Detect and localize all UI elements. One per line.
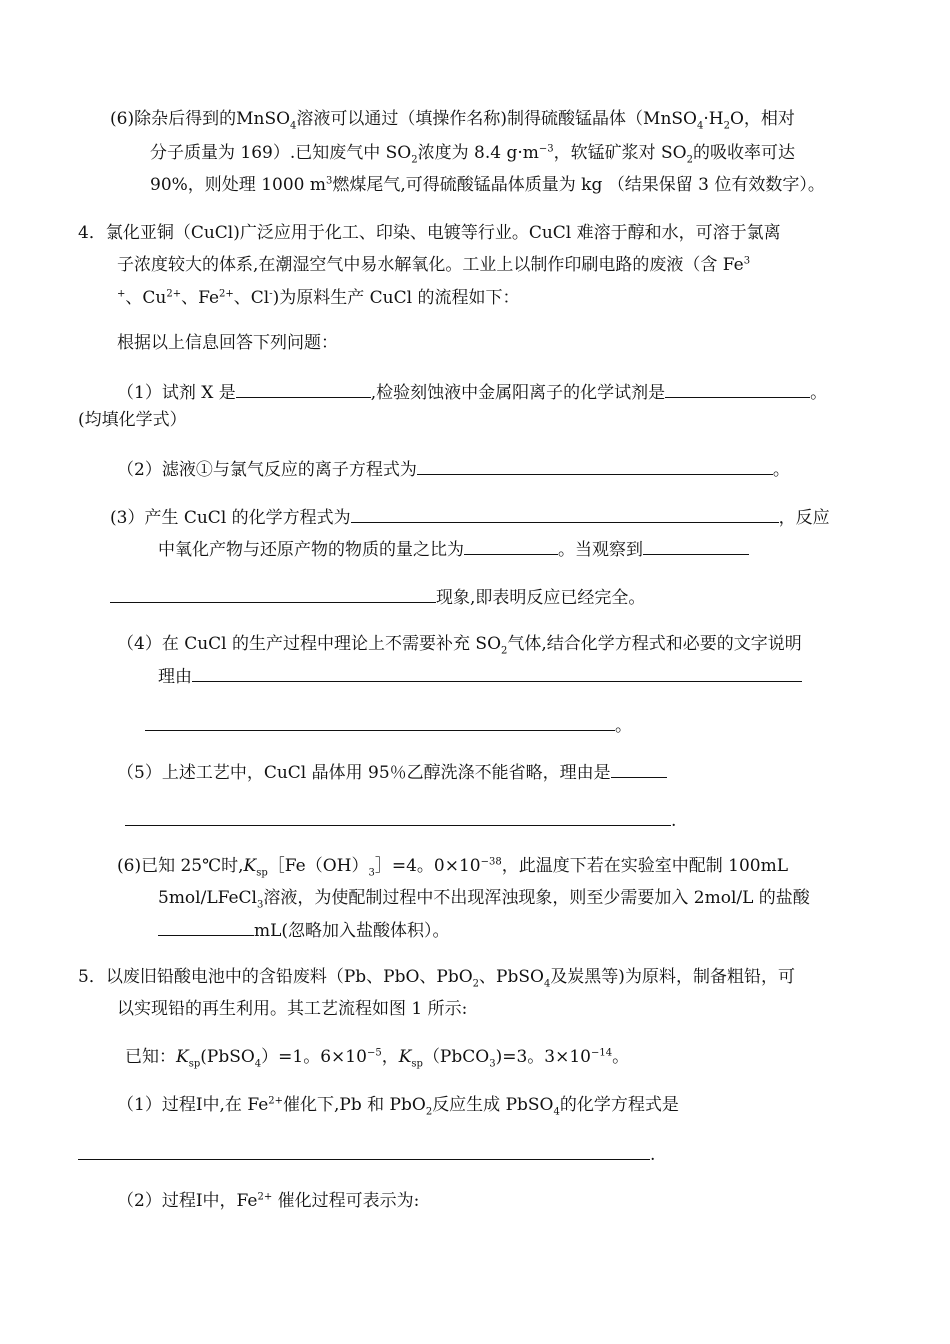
q5-part1-answer: . <box>78 1141 655 1165</box>
answer-blank-reagent-x[interactable] <box>236 379 371 398</box>
q3-part6-line1: (6)除杂后得到的MnSO$_4$溶液可以通过（填操作名称)制得硫酸锰晶体（$MnSO_4\cdot H_2O$，相对 <box>110 109 795 132</box>
answer-blank-hcl-volume[interactable] <box>158 917 254 936</box>
q4-part3-line1: (3）产生 CuCl 的化学方程式为 ，反应 <box>110 504 830 528</box>
answer-blank-ratio[interactable] <box>464 536 558 555</box>
q4-part5-line1: （5）上述工艺中，CuCl 晶体用 95％乙醇洗涤不能省略，理由是 <box>117 759 667 783</box>
q4-basis: 根据以上信息回答下列问题： <box>117 333 338 353</box>
answer-blank-reason-line1[interactable] <box>192 663 802 682</box>
q4-part4-line3: 。 <box>145 712 632 736</box>
q5-part1: （1）过程Ⅰ中,在 $Fe^{2+}$催化下,Pb 和 PbO$_2$反应生成 PbSO$_4$的化学方程式是 <box>117 1095 679 1118</box>
answer-blank-observation[interactable] <box>110 584 436 603</box>
q4-part1: （1）试剂 X 是 ,检验刻蚀液中金属阳离子的化学试剂是 。 <box>117 379 827 403</box>
answer-blank-reason-line2[interactable] <box>145 712 615 731</box>
q4-part6-line3: mL(忽略加入盐酸体积）。 <box>158 917 450 941</box>
q4-part3-line2: 中氧化产物与还原产物的物质的量之比为 。当观察到 <box>158 536 749 560</box>
q5-part2: （2）过程Ⅰ中，$Fe^{2+}$ 催化过程可表示为: <box>117 1191 420 1211</box>
q3-part6-line3: 90%，则处理 1000 $m^3$燃煤尾气,可得硫酸锰晶体质量为 kg （结果保留 3 位有效数字）。 <box>150 175 825 195</box>
q4-part4-line1: （4）在 CuCl 的生产过程中理论上不需要补充 $SO_2$气体,结合化学方程式和必要的文字说明 <box>117 634 802 657</box>
answer-blank-pb-equation[interactable] <box>78 1141 650 1160</box>
answer-blank-ethanol-reason-start[interactable] <box>611 759 667 778</box>
answer-blank-cation-reagent[interactable] <box>665 379 810 398</box>
q4-part6-line2: 5mol/LFeCl$_3$溶液，为使配制过程中不出现浑浊现象，则至少需要加入 2mol/L 的盐酸 <box>158 888 810 911</box>
q5-intro-line2: 以实现铅的再生利用。其工艺流程如图 1 所示: <box>117 999 468 1019</box>
q5-known-constants: 已知：$K_{sp}(PbSO_4)=1$。$6\times 10^{-5}$，$K_{sp}(PbCO_3)=3$。$3\times 10^{-14}$。 <box>125 1047 630 1070</box>
q4-part1-note: (均填化学式） <box>78 410 187 430</box>
q4-part5-line2: . <box>125 807 676 831</box>
q4-intro-line1: 4．氯化亚铜（CuCl)广泛应用于化工、印染、电镀等行业。CuCl 难溶于醇和水，可溶于氯离 <box>78 223 781 243</box>
answer-blank-observation-start[interactable] <box>643 536 749 555</box>
answer-blank-cucl-equation[interactable] <box>351 504 779 523</box>
answer-blank-ethanol-reason[interactable] <box>125 807 671 826</box>
q4-part2: （2）滤液①与氯气反应的离子方程式为 。 <box>117 456 790 480</box>
q3-part6-line2: 分子质量为 169）.已知废气中 $SO_2$浓度为 8.4 $g\cdot m^{-3}$，软锰矿浆对 $SO_2$的吸收率可达 <box>150 143 795 166</box>
q4-part3-line3: 现象,即表明反应已经完全。 <box>110 584 645 608</box>
answer-blank-ionic-equation[interactable] <box>417 456 773 475</box>
q4-intro-line2: 子浓度较大的体系,在潮湿空气中易水解氧化。工业上以制作印刷电路的废液（含 Fe$^3$ <box>117 255 751 275</box>
q5-intro-line1: 5．以废旧铅酸电池中的含铅废料（Pb、PbO、PbO$_2$、PbSO$_4$及炭黑等)为原料，制备粗铅，可 <box>78 967 795 990</box>
q4-part6-line1: (6)已知 25℃时$,K_{sp}[Fe(OH)_3]=4$。$0\times 10^{-38}$，此温度下若在实验室中配制 100mL <box>117 856 789 879</box>
q4-intro-line3: +、$Cu^{2+}$、$Fe^{2+}$、Cl-)为原料生产 CuCl 的流程如下： <box>117 288 520 308</box>
q4-part4-line2: 理由 <box>158 663 802 687</box>
